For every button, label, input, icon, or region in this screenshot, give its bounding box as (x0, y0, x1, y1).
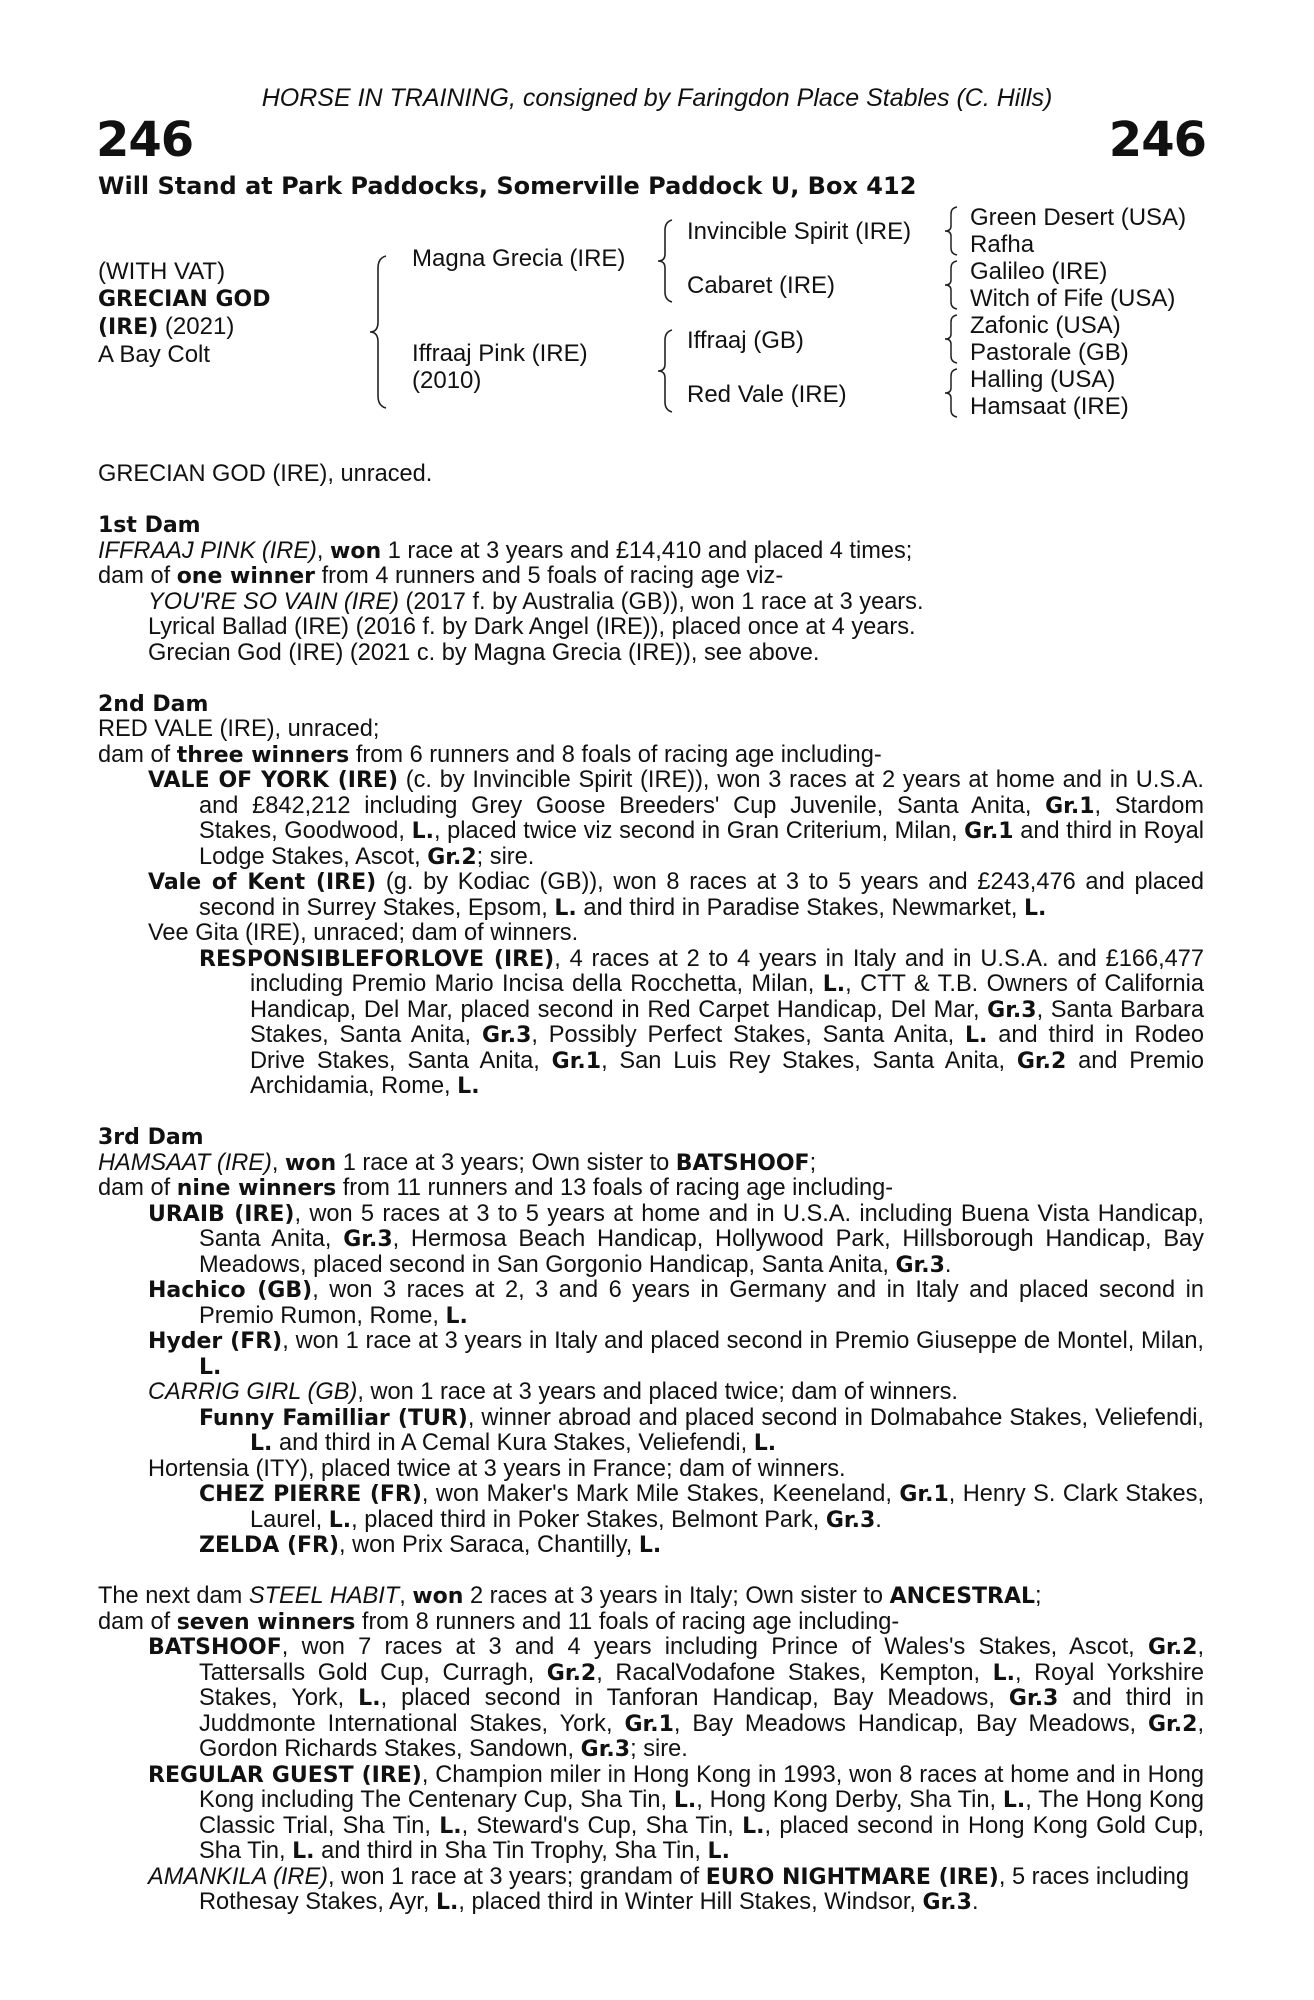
first-dam-heading: 1st Dam (98, 513, 201, 538)
entry-vale-of-york: VALE OF YORK (IRE) (c. by Invincible Spirit (IRE)), won 3 races at 2 years at home and in U.S.A. and £842,212 including Grey Goose Breeders' Cup Juvenile, Santa Anita, Gr.1, Stardom Stakes, Goodwood, L., placed twice viz second in Gran Criterium, Milan, Gr.1 and third in Royal Lodge Stakes, Ascot, Gr.2; sire. (148, 767, 1204, 870)
gg-6: Pastorale (GB) (970, 339, 1129, 366)
pedigree-brace-gg1 (942, 204, 962, 258)
gg-1: Green Desert (USA) (970, 204, 1187, 231)
gg-3: Galileo (IRE) (970, 258, 1108, 285)
gg-7: Halling (USA) (970, 366, 1116, 393)
horse-year: (2021) (158, 313, 235, 340)
offspring-2: Lyrical Ballad (IRE) (2016 f. by Dark Angel (IRE)), placed once at 4 years. (148, 614, 916, 640)
horse-name: GRECIAN GOD (98, 287, 271, 312)
pedigree-brace-gg3 (942, 312, 962, 366)
entry-batshoof: BATSHOOF, won 7 races at 3 and 4 years including Prince of Wales's Stakes, Ascot, Gr.2, Tattersalls Gold Cup, Curragh, Gr.2, RacalVodafone Stakes, Kempton, L., Royal Yorkshire Stakes, York, L., placed second in Tanforan Handicap, Bay Meadows, Gr.3 and third in Juddmonte International Stakes, York, Gr.1, Bay Meadows Handicap, Bay Meadows, Gr.2, Gordon Richards Stakes, Sandown, Gr.3; sire. (148, 1634, 1205, 1762)
entry-hortensia: Hortensia (ITY), placed twice at 3 years in France; dam of winners. (148, 1455, 846, 1482)
sire-sire: Invincible Spirit (IRE) (687, 218, 912, 245)
entry-carrig-girl: CARRIG GIRL (GB), won 1 race at 3 years and placed twice; dam of winners. (148, 1379, 958, 1405)
catalogue-text (98, 462, 1204, 1916)
third-dam-line: HAMSAAT (IRE), won 1 race at 3 years; Own sister to BATSHOOF; (98, 1149, 817, 1176)
horse-origin: (IRE) (98, 315, 159, 340)
next-dam-produce: dam of seven winners from 8 runners and 11 foals of racing age including- (98, 1608, 900, 1635)
vat-label: (WITH VAT) (98, 258, 226, 285)
pedigree-brace-dam (656, 326, 678, 416)
second-dam-heading: 2nd Dam (98, 691, 209, 717)
page-heading: HORSE IN TRAINING, consigned by Faringdon Place Stables (C. Hills) (261, 84, 1053, 112)
third-dam-heading: 3rd Dam (98, 1125, 204, 1150)
entry-amankila: AMANKILA (IRE), won 1 race at 3 years; grandam of EURO NIGHTMARE (IRE), 5 races including Rothesay Stakes, Ayr, L., placed third in Winter Hill Stakes, Windsor, Gr.3. (148, 1863, 1190, 1915)
sire-dam: Cabaret (IRE) (687, 272, 836, 299)
dam-line2: (2010) (412, 367, 482, 394)
entry-chez-pierre: CHEZ PIERRE (FR), won Maker's Mark Mile Stakes, Keeneland, Gr.1, Henry S. Clark Stakes, Laurel, L., placed third in Poker Stakes, Belmont Park, Gr.3. (199, 1481, 1204, 1533)
pedigree-brace-main (368, 252, 392, 412)
entry-hyder: Hyder (FR), won 1 race at 3 years in Italy and placed second in Premio Giuseppe de Montel, Milan, L. (148, 1328, 1204, 1380)
entry-regular-guest: REGULAR GUEST (IRE), Champion miler in Hong Kong in 1993, won 8 races at home and in Hong Kong including The Centenary Cup, Sha Tin, L., Hong Kong Derby, Sha Tin, L., The Hong Kong Classic Trial, Sha Tin, L., Steward's Cup, Sha Tin, L., placed second in Hong Kong Gold Cup, Sha Tin, L. and third in Sha Tin Trophy, Sha Tin, L. (148, 1761, 1205, 1864)
horse-description: A Bay Colt (98, 341, 211, 368)
offspring-3: Grecian God (IRE) (2021 c. by Magna Grecia (IRE)), see above. (148, 639, 820, 666)
lot-number-right: 246 (1108, 112, 1206, 168)
gg-2: Rafha (970, 231, 1035, 258)
second-dam-produce: dam of three winners from 6 runners and 8 foals of racing age including- (98, 741, 882, 768)
intro-line: GRECIAN GOD (IRE), unraced. (98, 461, 433, 487)
dam-dam: Red Vale (IRE) (687, 381, 847, 408)
entry-hachico: Hachico (GB), won 3 races at 2, 3 and 6 years in Germany and in Italy and placed second in Premio Rumon, Rome, L. (148, 1277, 1204, 1329)
offspring-1: YOU'RE SO VAIN (IRE) (2017 f. by Australia (GB)), won 1 race at 3 years. (148, 588, 924, 615)
pedigree-brace-sire (656, 216, 678, 306)
entry-uraib: URAIB (IRE), won 5 races at 3 to 5 years at home and in U.S.A. including Buena Vista Handicap, Santa Anita, Gr.3, Hermosa Beach Handicap, Hollywood Park, Hillsborough Handicap, Bay Meadows, placed second in San Gorgonio Handicap, Santa Anita, Gr.3. (148, 1200, 1204, 1278)
first-dam-produce: dam of one winner from 4 runners and 5 foals of racing age viz- (98, 563, 784, 589)
entry-funny-familliar: Funny Familliar (TUR), winner abroad and placed second in Dolmabahce Stakes, Veliefendi, L. and third in A Cemal Kura Stakes, Veliefendi, L. (199, 1404, 1204, 1456)
gg-4: Witch of Fife (USA) (970, 285, 1176, 312)
pedigree-brace-gg4 (942, 366, 962, 420)
horse-block (98, 258, 270, 368)
lot-number-left: 246 (96, 112, 194, 168)
gg-8: Hamsaat (IRE) (970, 393, 1129, 420)
entry-responsibleforlove: RESPONSIBLEFORLOVE (IRE), 4 races at 2 to 4 years in Italy and in U.S.A. and £166,477 including Premio Mario Incisa della Rocchetta, Milan, L., CTT & T.B. Owners of California Handicap, Del Mar, placed second in Red Carpet Handicap, Del Mar, Gr.3, Santa Barbara Stakes, Santa Anita, Gr.3, Possibly Perfect Stakes, Santa Anita, L. and third in Rodeo Drive Stakes, Santa Anita, Gr.1, San Luis Rey Stakes, Santa Anita, Gr.2 and Premio Archidamia, Rome, L. (199, 945, 1205, 1099)
next-dam-line: The next dam STEEL HABIT, won 2 races at 3 years in Italy; Own sister to ANCESTRAL; (98, 1583, 1042, 1609)
entry-vee-gita: Vee Gita (IRE), unraced; dam of winners. (148, 920, 579, 946)
entry-zelda: ZELDA (FR), won Prix Saraca, Chantilly, L. (199, 1532, 662, 1558)
pedigree-brace-gg2 (942, 258, 962, 312)
gg-5: Zafonic (USA) (970, 312, 1121, 339)
dam-line1: Iffraaj Pink (IRE) (412, 340, 588, 367)
third-dam-produce: dam of nine winners from 11 runners and 13 foals of racing age including- (98, 1175, 894, 1201)
entry-vale-of-kent: Vale of Kent (IRE) (g. by Kodiac (GB)), won 8 races at 3 to 5 years and £243,476 and placed second in Surrey Stakes, Epsom, L. and third in Paradise Stakes, Newmarket, L. (148, 869, 1204, 921)
stand-info: Will Stand at Park Paddocks, Somerville Paddock U, Box 412 (98, 172, 917, 200)
sire: Magna Grecia (IRE) (412, 245, 626, 272)
first-dam-line: IFFRAAJ PINK (IRE), won 1 race at 3 years and £14,410 and placed 4 times; (98, 537, 913, 564)
second-dam-line: RED VALE (IRE), unraced; (98, 716, 380, 742)
dam-sire: Iffraaj (GB) (687, 327, 804, 354)
